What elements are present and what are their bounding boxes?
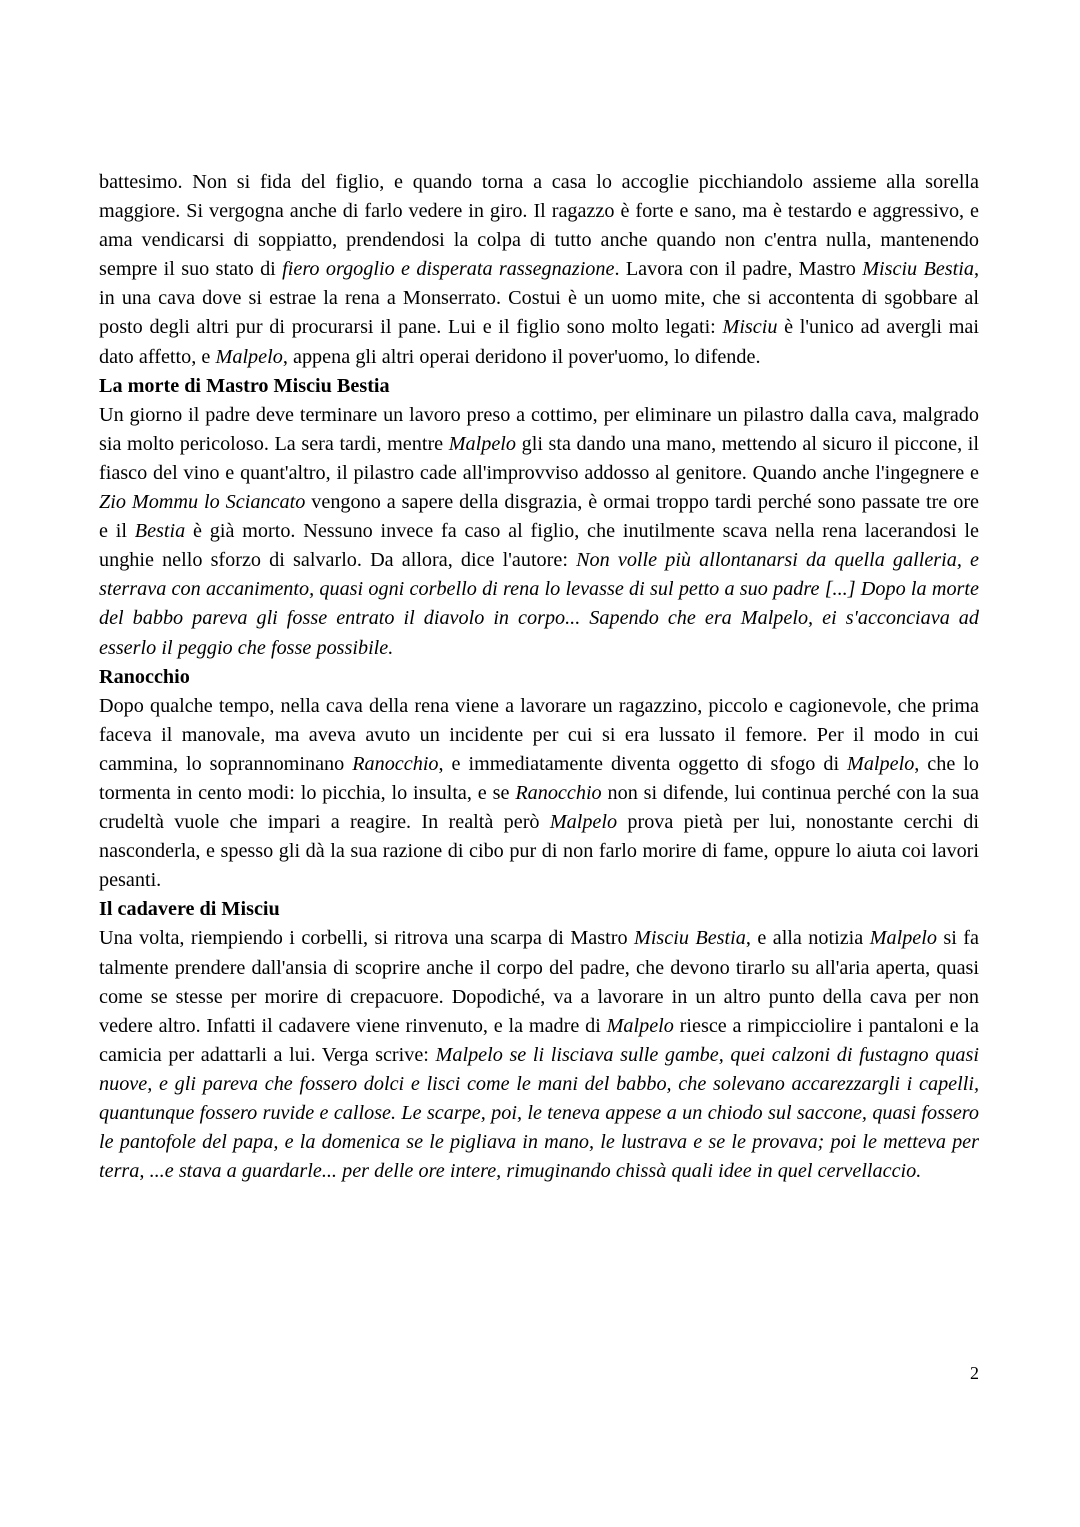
emphasis-text: Malpelo — [869, 927, 937, 950]
body-text: Dopo qualche tempo, nella cava della rena viene a lavorare un ragazzino, piccolo e cagionevole, che prima faceva il manovale, ma aveva avuto un incidente per cui si era lussato il femore. Per il modo in cui cammina, lo soprannominano — [99, 694, 979, 775]
page-number: 2 — [970, 1363, 979, 1383]
body-text: è l'unico ad avergli mai dato affetto, e — [99, 316, 979, 368]
emphasis-text: Ranocchio — [515, 781, 602, 804]
body-text: è già morto. Nessuno invece fa caso al figlio, che inutilmente scava nella rena lacerandosi le unghie nello sforzo di salvarlo. Da allora, dice l'autore: — [99, 520, 979, 572]
emphasis-text: Malpelo — [847, 752, 915, 775]
body-text: Una volta, riempiendo i corbelli, si ritrova una scarpa di Mastro — [99, 927, 634, 950]
body-text: . Lavora con il padre, Mastro — [614, 258, 863, 281]
emphasis-text: Ranocchio — [352, 752, 439, 775]
body-text: riesce a rimpicciolire i pantaloni e la camicia per adattarli a lui. Verga scrive: — [99, 1014, 979, 1066]
body-text: , e alla notizia — [745, 927, 870, 950]
document-text-column — [99, 168, 979, 1186]
body-text: , che lo tormenta in cento modi: lo picchia, lo insulta, e se — [99, 752, 979, 804]
body-text: , appena gli altri operai deridono il pover'uomo, lo difende. — [282, 345, 761, 368]
emphasis-text: Misciu Bestia — [634, 927, 746, 950]
body-text: , in una cava dove si estrae la rena a Monserrato. Costui è un uomo mite, che si accontenta di sgobbare al posto degli altri pur di procurarsi il pane. Lui e il figlio sono molto legati: — [99, 258, 980, 339]
body-text: Un giorno il padre deve terminare un lavoro preso a cottimo, per eliminare un pilastro dalla cava, malgrado sia molto pericoloso. La sera tardi, mentre — [99, 403, 979, 455]
emphasis-text: Malpelo — [549, 811, 618, 834]
emphasis-text: Misciu Bestia — [862, 258, 974, 281]
heading-ranocchio: Ranocchio — [99, 665, 190, 688]
body-text: non si difende, lui continua perché con la sua crudeltà vuole che impari a reagire. In realtà però — [99, 781, 979, 834]
body-text: gli sta dando una mano, mettendo al sicuro il piccone, il fiasco del vino e quant'altro, il pilastro cade all'improvviso addosso al genitore. Quando anche l'ingegnere e — [99, 432, 979, 484]
emphasis-text: Malpelo — [215, 345, 283, 368]
emphasis-text: Malpelo — [448, 432, 517, 455]
body-text: , e immediatamente diventa oggetto di sfogo di — [438, 752, 848, 775]
emphasis-text: Misciu — [722, 316, 778, 339]
body-text: battesimo. Non si fida del figlio, e quando torna a casa lo accoglie picchiandolo assieme alla sorella maggiore. Si vergogna anche di farlo vedere in giro. Il ragazzo è forte e sano, ma è testardo e aggressivo, e ama vendicarsi di soppiatto, prendendosi la colpa di tutto anche quando non c'entra nulla, mantenendo sempre il suo stato di — [99, 171, 979, 281]
emphasis-text: Zio Mommu lo Sciancato — [99, 491, 306, 514]
body-text: si fa talmente prendere dall'ansia di scoprire anche il corpo del padre, che devono tirarlo su all'aria aperta, quasi come se stesse per morire di crepacuore. Dopodiché, va a lavorare in un altro punto della cava per non vedere altro. Infatti il cadavere viene rinvenuto, e la madre di — [99, 927, 979, 1037]
ranocchio-paragraph — [99, 692, 979, 896]
morte-paragraph — [99, 401, 979, 663]
heading-morte-mastro-misciu: La morte di Mastro Misciu Bestia — [99, 374, 390, 397]
intro-paragraph — [99, 168, 979, 372]
heading-cadavere-misciu: Il cadavere di Misciu — [99, 898, 280, 921]
emphasis-text: fiero orgoglio e disperata rassegnazione — [282, 258, 615, 281]
cadavere-paragraph — [99, 924, 979, 1186]
emphasis-text: Malpelo — [606, 1014, 674, 1037]
emphasis-text: Non volle più allontanarsi da quella galleria, e sterrava con accanimento, quasi ogni corbello di rena lo levasse di sul petto a suo padre [...] Dopo la morte del babbo pareva gli fosse entrato il diavolo in corpo... Sapendo che era Malpelo, ei s'acconciava ad esserlo il peggio che fosse possibile. — [99, 549, 979, 659]
body-text: vengono a sapere della disgrazia, è ormai troppo tardi perché sono passate tre ore e il — [99, 491, 979, 543]
body-text: prova pietà per lui, nonostante cerchi di nasconderla, e spesso gli dà la sua razione di cibo pur di non farlo morire di fame, oppure lo aiuta coi lavori pesanti. — [99, 811, 979, 892]
emphasis-text: Malpelo se li lisciava sulle gambe, quei calzoni di fustagno quasi nuove, e gli pareva che fossero dolci e lisci come le mani del babbo, che solevano accarezzargli i capelli, quantunque fossero ruvide e callose. Le scarpe, poi, le teneva appese a un chiodo sul saccone, quasi fossero le pantofole del papa, e la domenica se le pigliava in mano, le lustrava e se le provava; poi le metteva per terra, ...e stava a guardarle... per delle ore intere, rimuginando chissà quali idee in quel cervellaccio. — [99, 1043, 979, 1183]
emphasis-text: Bestia — [134, 520, 186, 543]
